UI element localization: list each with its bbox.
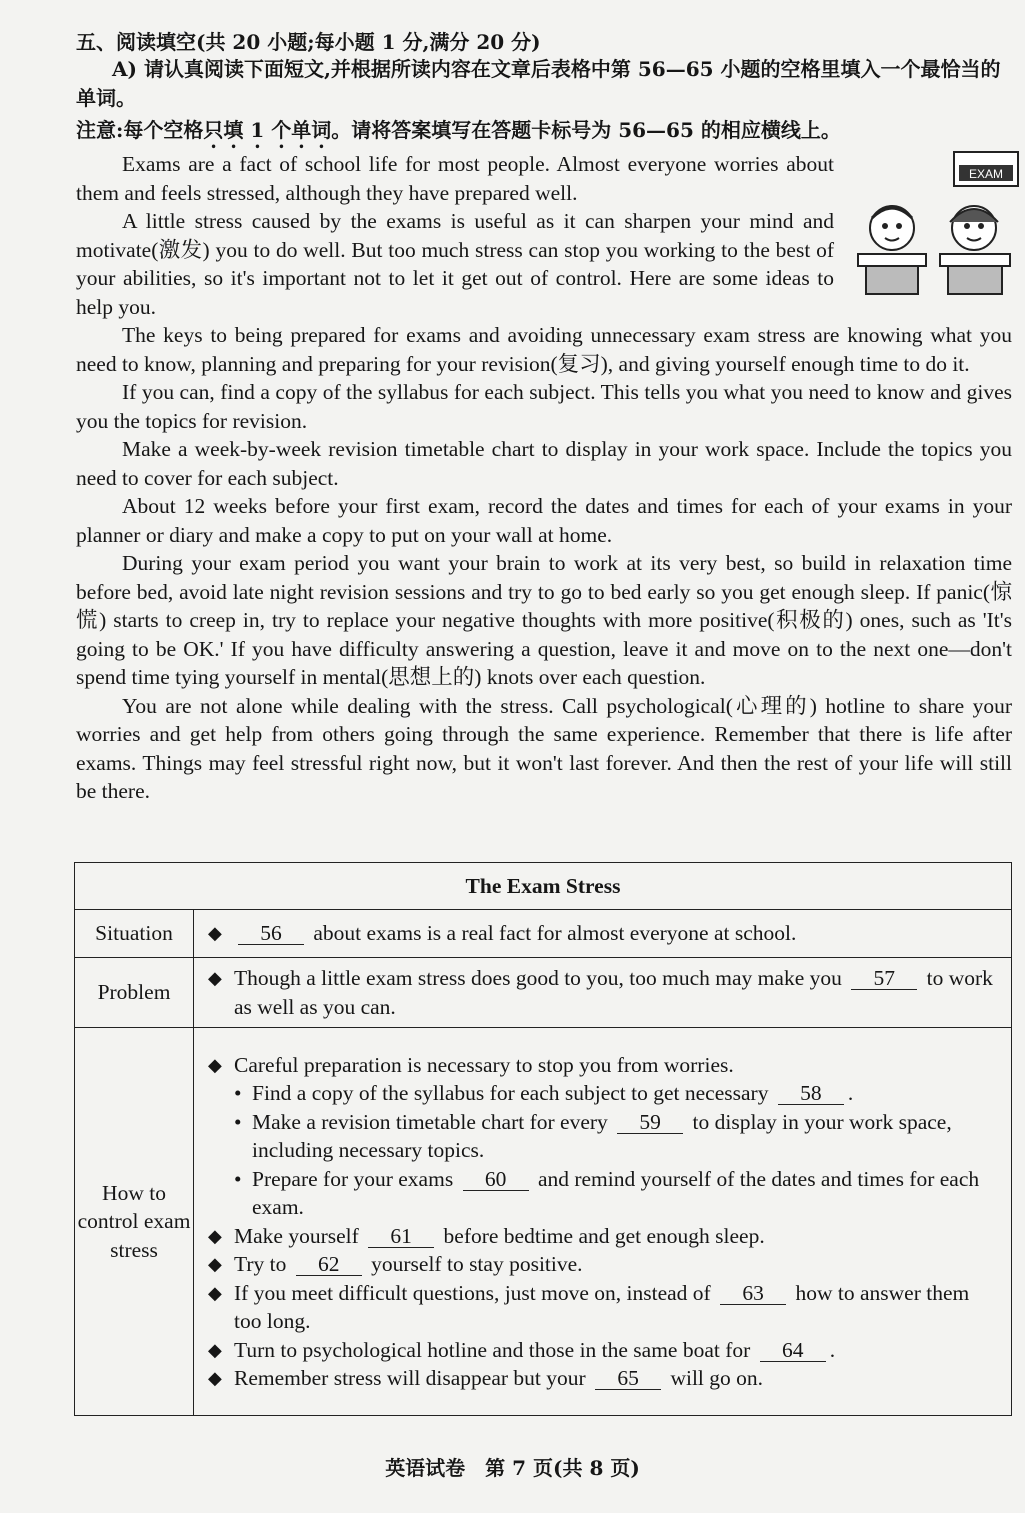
diamond-bullet-icon: ◆ (208, 923, 222, 944)
answer-blank-58[interactable]: 58 (778, 1082, 844, 1105)
answer-blank-57[interactable]: 57 (851, 967, 917, 990)
dot-bullet-icon: • (234, 1081, 242, 1105)
row-label-problem: Problem (75, 958, 194, 1028)
passage-paragraph: Exams are a fact of school life for most people. Almost everyone worries about them and feels stressed, although they have prepared well. (76, 152, 834, 205)
table-title: The Exam Stress (75, 863, 1012, 910)
situation-cell: ◆ 56 about exams is a real fact for almost everyone at school. (194, 910, 1012, 958)
diamond-bullet-icon: ◆ (208, 968, 222, 988)
answer-blank-56[interactable]: 56 (238, 922, 304, 945)
row-label-control: How to control exam stress (75, 1028, 194, 1416)
note-text: 注意:每个空格只填 1 个单词。请将答案填写在答题卡标号为 56—65 的相应横线上。 (76, 118, 841, 142)
answer-blank-64[interactable]: 64 (760, 1339, 826, 1362)
summary-table (74, 862, 1012, 1416)
answer-blank-59[interactable]: 59 (617, 1111, 683, 1134)
reading-passage (76, 150, 1012, 806)
answer-blank-62[interactable]: 62 (296, 1253, 362, 1276)
exam-sign-text: EXAM (968, 167, 1004, 181)
diamond-bullet-icon: ◆ (208, 1054, 222, 1075)
passage-paragraph: About 12 weeks before your first exam, record the dates and times for each of your exams in your planner or diary and make a copy to put on your wall at home. (76, 494, 1012, 547)
answer-blank-63[interactable]: 63 (720, 1282, 786, 1305)
diamond-bullet-icon: ◆ (208, 1254, 222, 1274)
passage-paragraph: If you can, find a copy of the syllabus for each subject. This tells you what you need to know and gives you the topics for revision. (76, 380, 1012, 433)
problem-cell: ◆ Though a little exam stress does good to you, too much may make you 57 to work as well as you can. (194, 958, 1012, 1028)
passage-paragraph: The keys to being prepared for exams and avoiding unnecessary exam stress are knowing what you need to know, planning and preparing for your revision(复习), and giving yourself enough time to do it. (76, 323, 1012, 376)
diamond-bullet-icon: ◆ (208, 1282, 222, 1303)
answer-blank-60[interactable]: 60 (463, 1168, 529, 1191)
instruction-text: A) 请认真阅读下面短文,并根据所读内容在文章后表格中第 56—65 小题的空格里填入一个最恰当的单词。 (76, 57, 1001, 110)
passage-paragraph: Make a week-by-week revision timetable chart to display in your work space. Include the topics you need to cover for each subject. (76, 437, 1012, 490)
passage-paragraph: During your exam period you want your brain to work at its very best, so build in relaxation time before bed, avoid late night revision sessions and try to go to bed early so you get enough sleep. If panic(惊慌) starts to creep in, try to replace your negative thoughts with more positive(积极的) ones, such as 'It's going to be OK.' If you have difficulty answering a question, leave it and move on to the next one—don't spend time tying yourself in mental(思想上的) knots over each question. (76, 551, 1012, 689)
diamond-bullet-icon: ◆ (208, 1368, 222, 1388)
passage-paragraph: You are not alone while dealing with the stress. Call psychological(心理的) hotline to share your worries and get help from others going through the same experience. Remember that there is life after exams. Things may feel stressful right now, but it won't last forever. And then the rest of your life will still be there. (76, 693, 1012, 803)
answer-blank-65[interactable]: 65 (595, 1367, 661, 1390)
dot-bullet-icon: • (234, 1166, 242, 1191)
row-label-situation: Situation (75, 910, 194, 958)
control-cell: ◆ Careful preparation is necessary to stop you from worries. • Find a copy of the syllabus for each subject to get necessary 58 . • Make a revision timetable chart for every 59 to display in your work space, including necessary topics. • Prepare for your exams 60 and remind yourself of the dates and times for each exam. ◆ Make yourself 61 before bedtime and get enough sleep. ◆ Try to 62 yourself to stay positive. ◆ If you meet difficult questions, just move on, instead of 63 how to answer them too long. ◆ Turn to psychological hotline and those in the same boat for 64 . ◆ Remember stress will disappear but your 65 will go on. (194, 1028, 1012, 1416)
answer-blank-61[interactable]: 61 (368, 1225, 434, 1248)
passage-paragraph: A little stress caused by the exams is useful as it can sharpen your mind and motivate(激发) you to do well. But too much stress can stop you working to the best of your abilities, so it's important not to let it get out of control. Here are some ideas to help you. (76, 209, 834, 319)
section-title: 五、阅读填空(共 20 小题;每小题 1 分,满分 20 分) (76, 30, 541, 54)
diamond-bullet-icon: ◆ (208, 1225, 222, 1246)
diamond-bullet-icon: ◆ (208, 1339, 222, 1360)
dot-bullet-icon: • (234, 1109, 242, 1134)
page-footer: 英语试卷 第 7 页(共 8 页) (385, 1456, 640, 1480)
